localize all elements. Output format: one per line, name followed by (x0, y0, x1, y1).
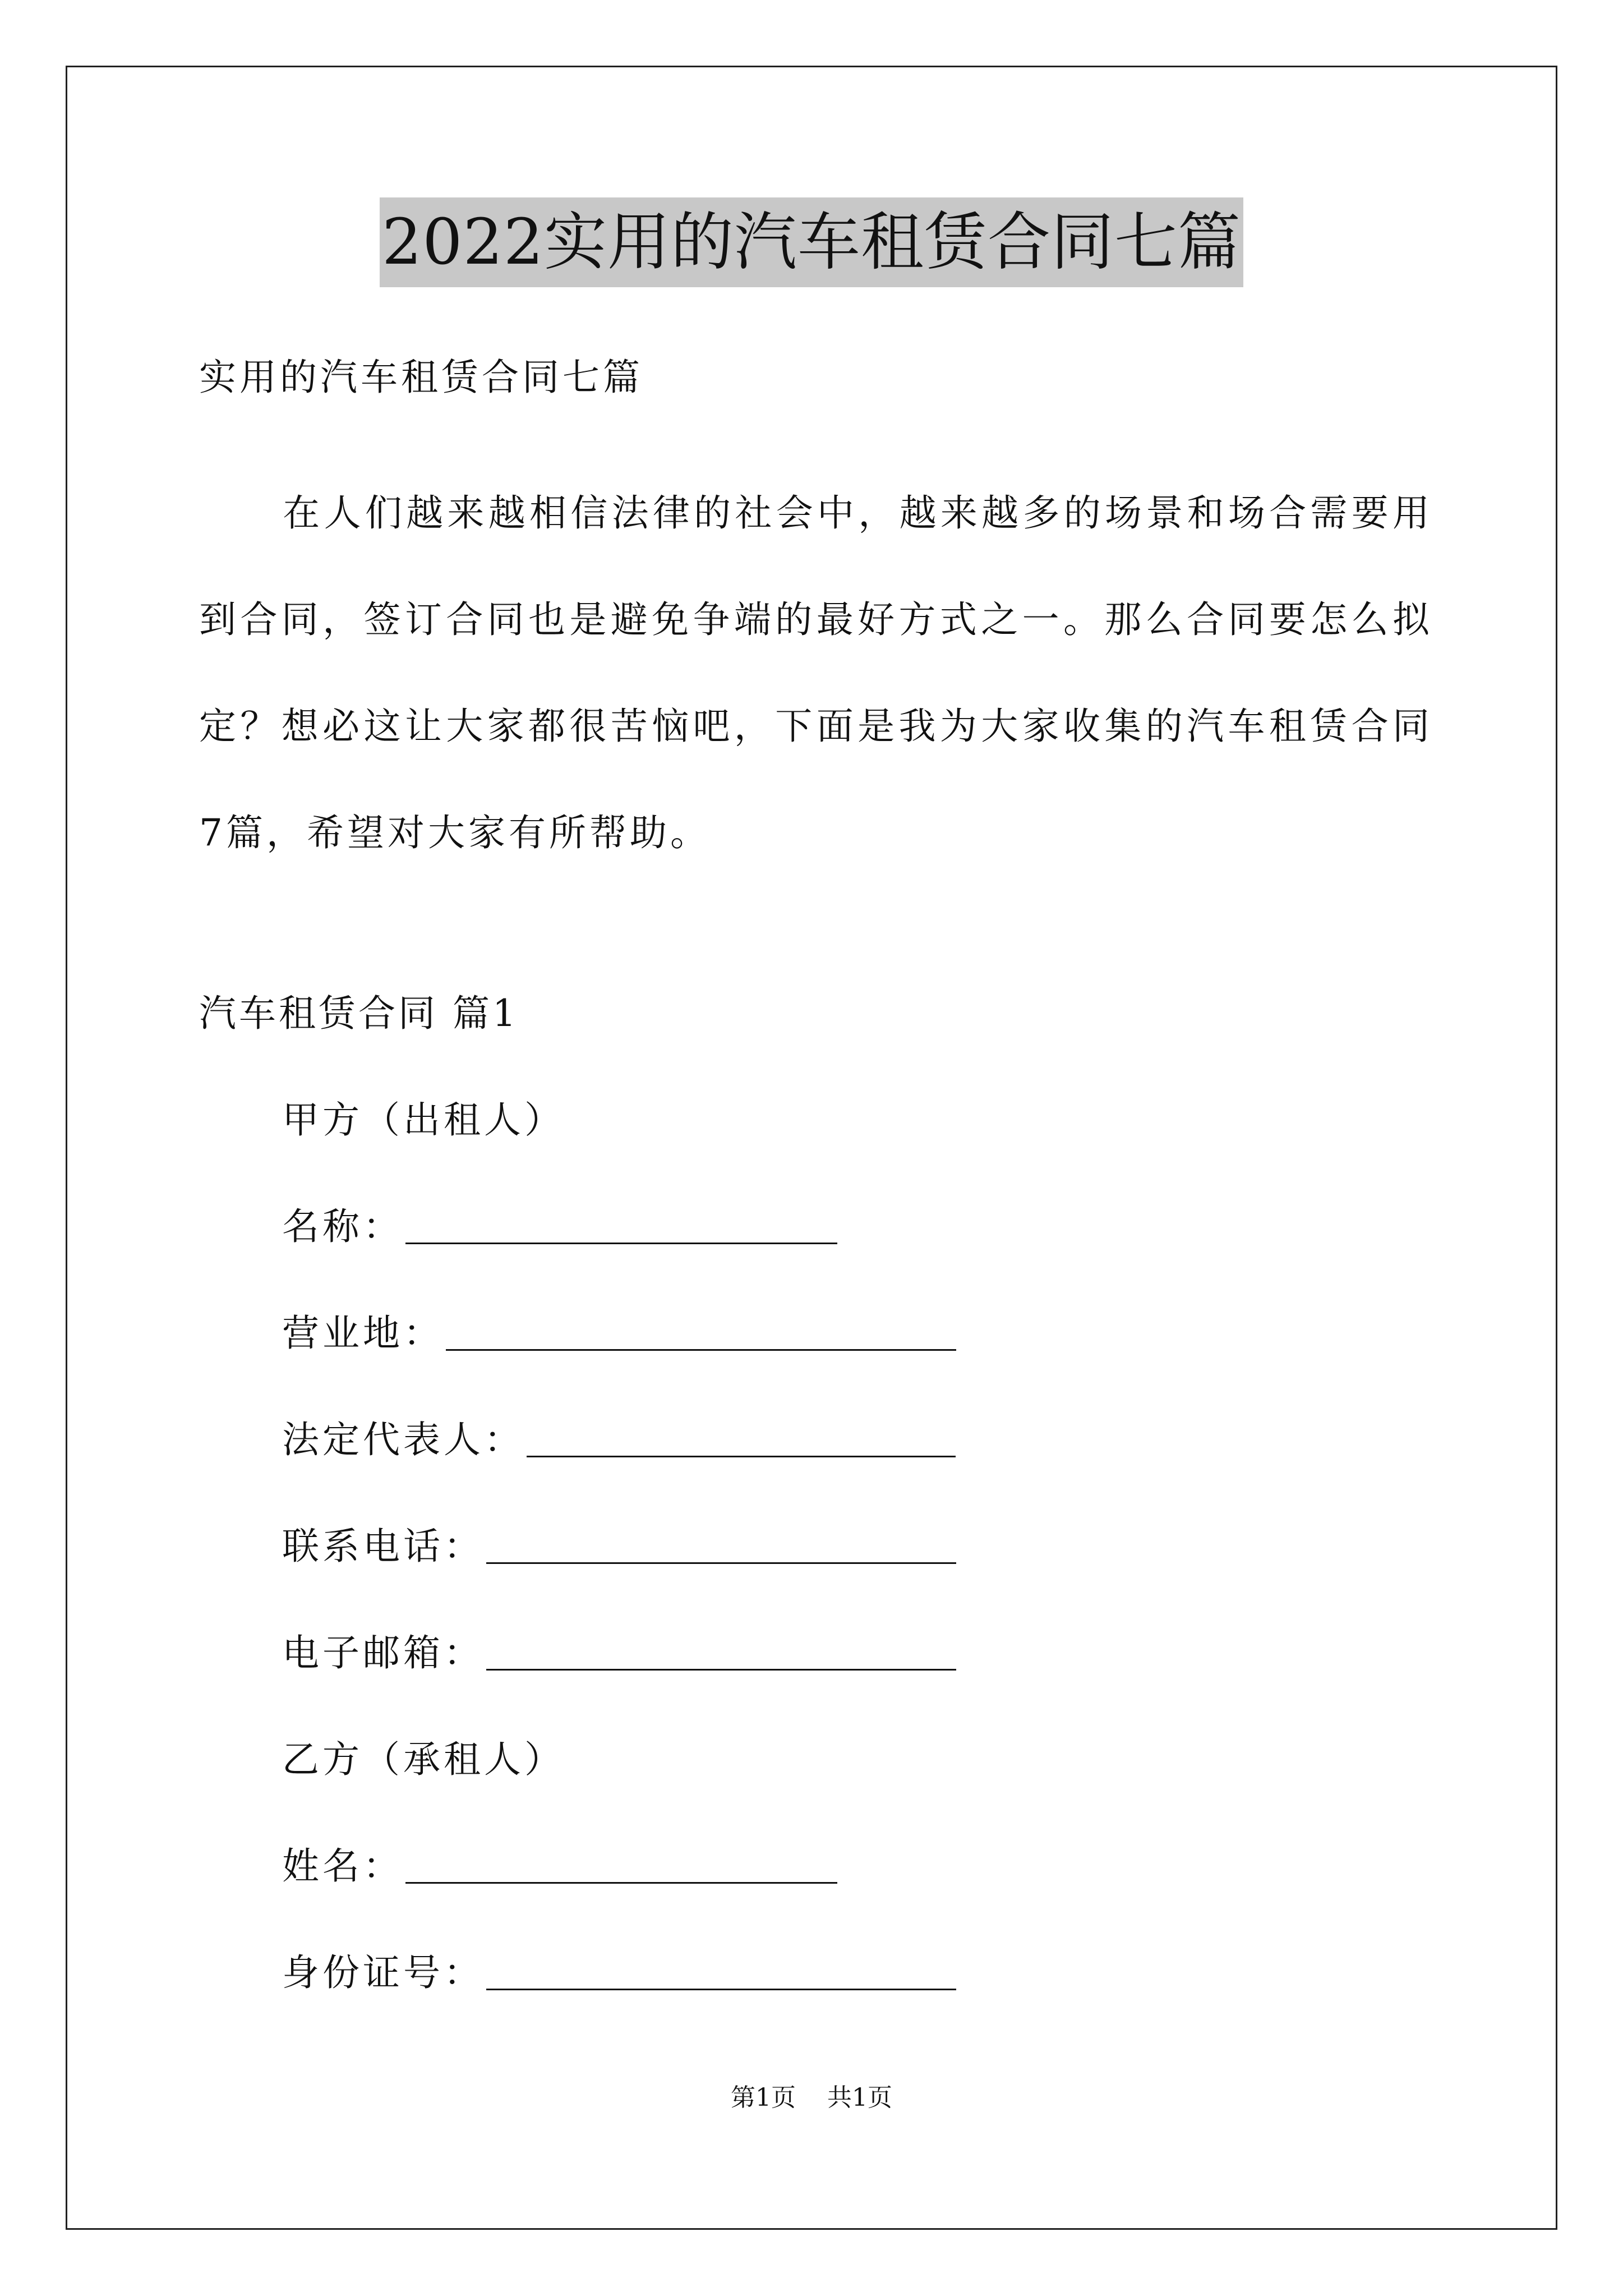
field-label: 名称： (282, 1205, 403, 1248)
intro-paragraph (199, 460, 1433, 886)
field-business-place (282, 1308, 956, 1359)
party-a-heading: 甲方（出租人） (282, 1098, 565, 1142)
intro-text: 在人们越来越相信法律的社会中，越来越多的场景和场合需要用到合同，签订合同也是避免争端的最好方式之一。那么合同要怎么拟定？想必这让大家都很苦恼吧，下面是我为大家收集的汽车租赁合同7篇，希望对大家有所帮助。 (199, 491, 1433, 854)
field-id-number (282, 1948, 956, 1998)
title-wrap (0, 197, 1623, 287)
field-label: 法定代表人： (282, 1418, 524, 1461)
field-label: 姓名： (282, 1844, 403, 1888)
document-subtitle: 实用的汽车租赁合同七篇 (199, 356, 643, 399)
fill-blank[interactable] (527, 1422, 956, 1457)
fill-blank[interactable] (405, 1209, 837, 1244)
field-label: 营业地： (282, 1312, 444, 1355)
field-label: 身份证号： (282, 1951, 484, 1994)
fill-blank[interactable] (486, 1955, 956, 1990)
field-label: 电子邮箱： (282, 1631, 484, 1674)
field-person-name (282, 1841, 837, 1892)
field-name (282, 1202, 837, 1252)
fill-blank[interactable] (405, 1848, 837, 1884)
party-b-heading: 乙方（承租人） (282, 1738, 565, 1781)
document-title: 2022实用的汽车租赁合同七篇 (380, 197, 1243, 287)
page-footer (0, 2081, 1623, 2115)
field-legal-rep (282, 1415, 956, 1465)
total-pages: 共1页 (827, 2083, 892, 2112)
page-number: 第1页 (731, 2083, 796, 2112)
field-label: 联系电话： (282, 1525, 484, 1568)
fill-blank[interactable] (486, 1529, 956, 1564)
field-phone (282, 1521, 956, 1572)
fill-blank[interactable] (446, 1315, 956, 1351)
section-heading: 汽车租赁合同 篇1 (199, 992, 519, 1035)
fill-blank[interactable] (486, 1635, 956, 1671)
field-email (282, 1628, 956, 1678)
